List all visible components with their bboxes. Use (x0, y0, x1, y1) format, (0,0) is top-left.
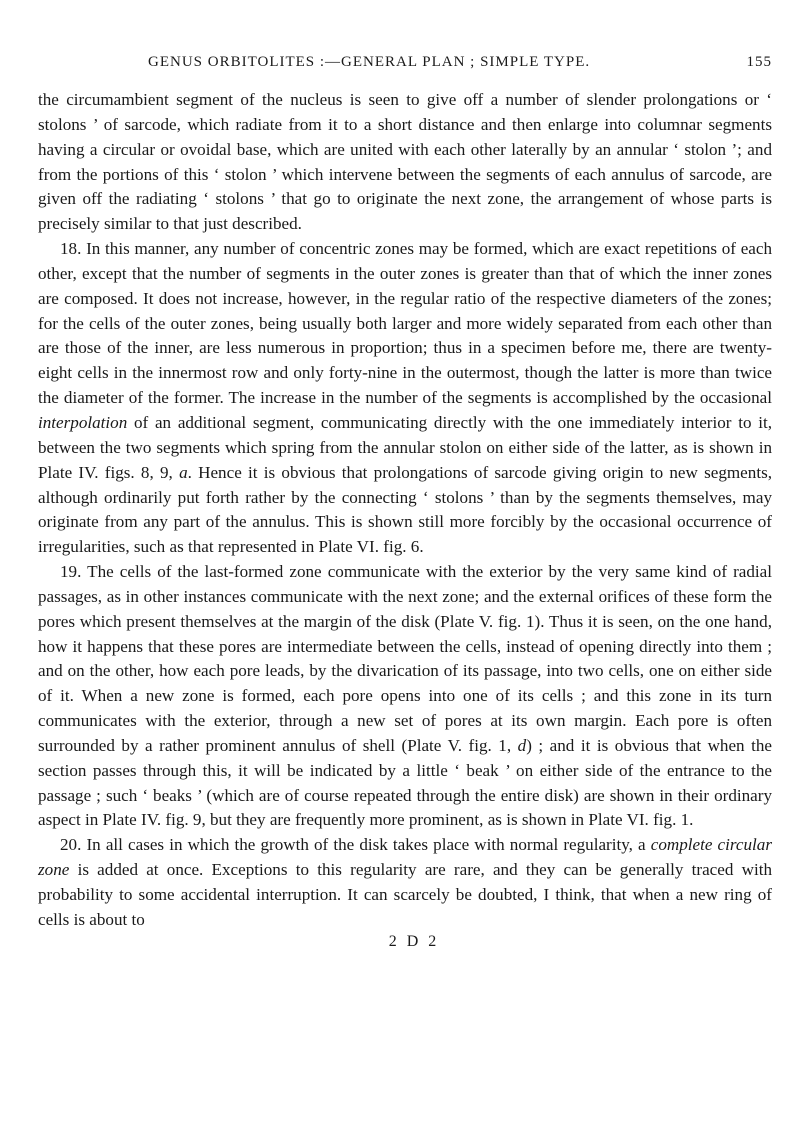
text-run: . Hence it is obvious that prolongations of sarcode giving origin to new segments, although ordinarily put forth rather by the connecting ‘ stolons ’ than by the segments themselves, may originate from any part of the annulus. This is shown still more forcibly by the occasional occurrence of irregularities, such as that represented in Plate VI. fig. 6. (38, 462, 772, 557)
paragraph-p17-cont (38, 88, 772, 237)
text-run: In this manner, any number of concentric zones may be formed, which are exact repetitions of each other, except that the number of segments in the outer zones is greater than that of which the inner zones are composed. It does not increase, however, in the regular ratio of the respective diameters of the zones; for the cells of the outer zones, being usually both larger and more widely separated from each other than are those of the inner, are less numerous in proportion; thus in a specimen before me, there are twenty-eight cells in the innermost row and only forty-nine in the outermost, though the latter is more than twice the diameter of the former. The increase in the number of the segments is accomplished by the occasional (38, 239, 772, 408)
paragraph-p20 (38, 833, 772, 932)
text-run: is added at once. Exceptions to this regularity are rare, and they can be generally traced with probability to some accidental interruption. It can scarcely be doubted, I think, that when a new ring of cells is about to (38, 860, 772, 929)
italic-text: a (179, 462, 188, 482)
italic-text: complete circular zone (38, 835, 772, 880)
text-run: The cells of the last-formed zone communicate with the exterior by the very same kind of radial passages, as in other instances communicate with the next zone; and the external orifices of these form the pores which present themselves at the margin of the disk (Plate V. fig. 1). Thus it is seen, on the one hand, how it happens that these pores are intermediate between the cells, instead of opening directly into them ; and on the other, how each pore leads, by the divarication of its passage, into two cells, one on either side of it. When a new zone is formed, each pore opens into one of its cells ; and this zone in its turn communicates with the exterior, through a new set of pores at its own margin. Each pore is often surrounded by a rather prominent annulus of shell (Plate V. fig. 1, (38, 562, 772, 755)
text-run: the circumambient segment of the nucleus is seen to give off a number of slender prolongations or ‘ stolons ’ of sarcode, which radiate from it to a short distance and then enlarge into columnar segments having a circular or ovoidal base, which are united with each other laterally by an annular ‘ stolon ’; and from the portions of this ‘ stolon ’ which intervene between the segments of each annulus of sarcode, are given off the radiating ‘ stolons ’ that go to originate the next zone, the arrangement of whose parts is precisely similar to that just described. (38, 90, 772, 234)
running-title: GENUS ORBITOLITES :—GENERAL PLAN ; SIMPLE TYPE. (148, 54, 591, 70)
page-body (38, 88, 772, 933)
italic-text: interpolation (38, 412, 128, 432)
text-run: In all cases in which the growth of the disk takes place with normal regularity, a (86, 835, 651, 855)
signature-mark: 2 D 2 (388, 932, 440, 950)
italic-text: d (517, 735, 527, 755)
text-run: ) ; and it is obvious that when the section passes through this, it will be indicated by a little ‘ beak ’ on either side of the entrance to the passage ; such ‘ beaks ’ (which are of course repeated through the entire disk) are shown in their ordinary aspect in Plate IV. fig. 9, but they are frequently more prominent, as is shown in Plate VI. fig. 1. (38, 735, 772, 830)
text-run: of an additional segment, communicating directly with the one immediately interior to it, between the two segments which spring from the annular stolon on either side of the latter, as is shown in Plate IV. figs. 8, 9, (38, 412, 772, 482)
section-number: 18. (60, 239, 82, 259)
paragraph-p18 (38, 237, 772, 560)
section-number: 20. (60, 835, 82, 855)
running-head (38, 54, 772, 80)
section-number: 19. (60, 562, 82, 582)
book-page (38, 54, 772, 951)
page-number: 155 (746, 54, 772, 70)
paragraph-p19 (38, 560, 772, 833)
